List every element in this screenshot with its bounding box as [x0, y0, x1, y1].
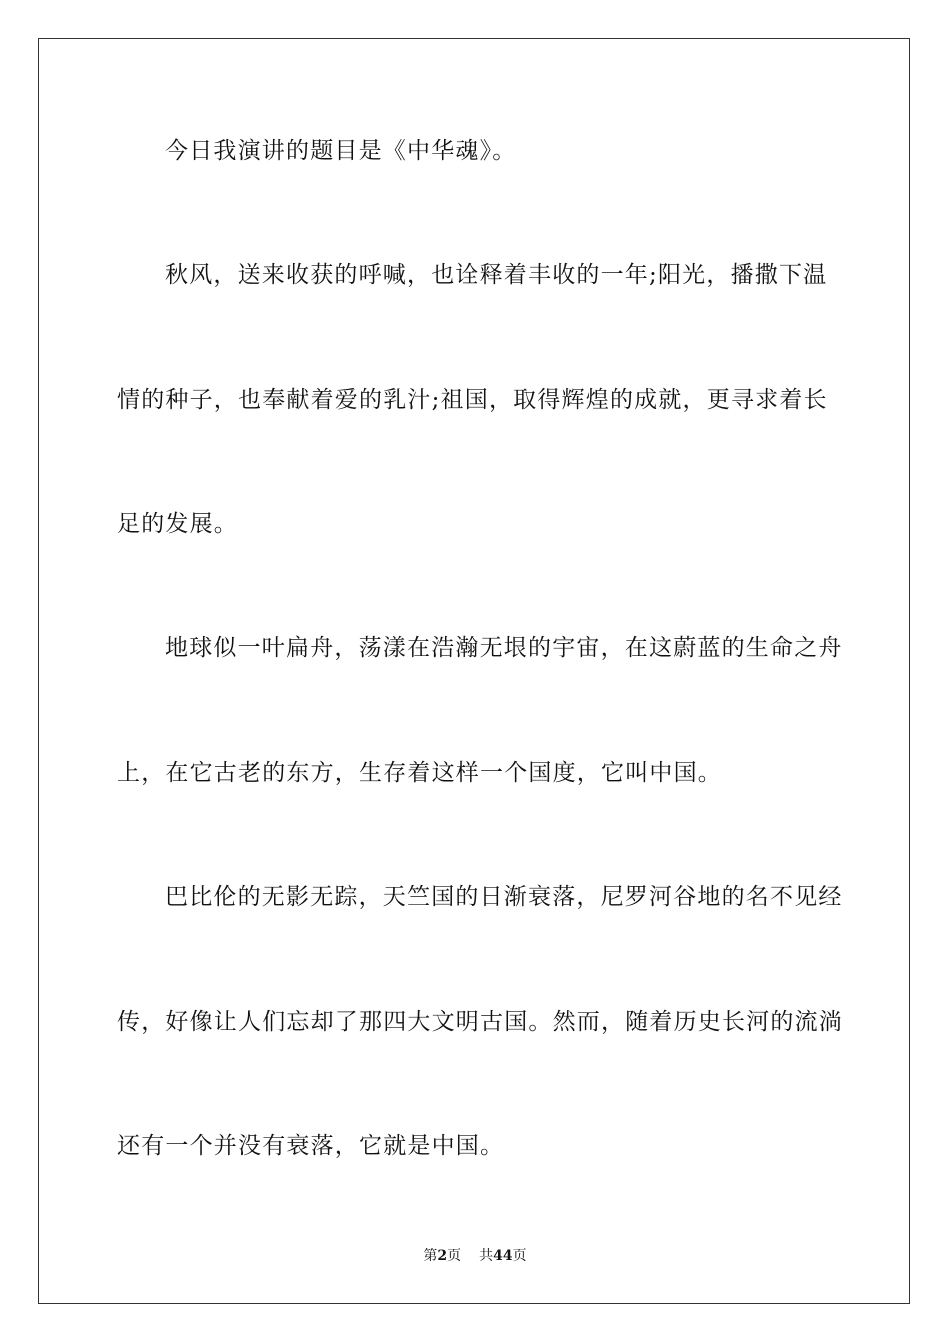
total-suffix: 页 [512, 1248, 527, 1264]
paragraph-3-line-2: 上，在它古老的东方，生存着这样一个国度，它叫中国。 [117, 760, 722, 786]
paragraph-2-line-3: 足的发展。 [117, 511, 238, 537]
paragraph-2-line-2: 情的种子，也奉献着爱的乳汁;祖国，取得辉煌的成就，更寻求着长 [117, 387, 828, 413]
page-prefix: 第 [423, 1248, 438, 1264]
page-number: 2 [437, 1248, 448, 1264]
page-suffix: 页 [447, 1248, 462, 1264]
paragraph-4-line-2: 传，好像让人们忘却了那四大文明古国。然而，随着历史长河的流淌 [117, 1009, 843, 1035]
paragraph-1-line-1: 今日我演讲的题目是《中华魂》。 [165, 138, 517, 164]
page-border [38, 38, 910, 1304]
paragraph-3-line-1: 地球似一叶扁舟，荡漾在浩瀚无垠的宇宙，在这蔚蓝的生命之舟 [165, 635, 843, 661]
page-footer [0, 1247, 950, 1265]
total-prefix: 共 [479, 1248, 494, 1264]
paragraph-4-line-1: 巴比伦的无影无踪，天竺国的日渐衰落，尼罗河谷地的名不见经 [165, 884, 843, 910]
paragraph-4-line-3: 还有一个并没有衰落，它就是中国。 [117, 1133, 505, 1159]
total-pages: 44 [493, 1248, 513, 1264]
paragraph-2-line-1: 秋风，送来收获的呼喊，也诠释着丰收的一年;阳光，播撒下温 [165, 262, 828, 288]
